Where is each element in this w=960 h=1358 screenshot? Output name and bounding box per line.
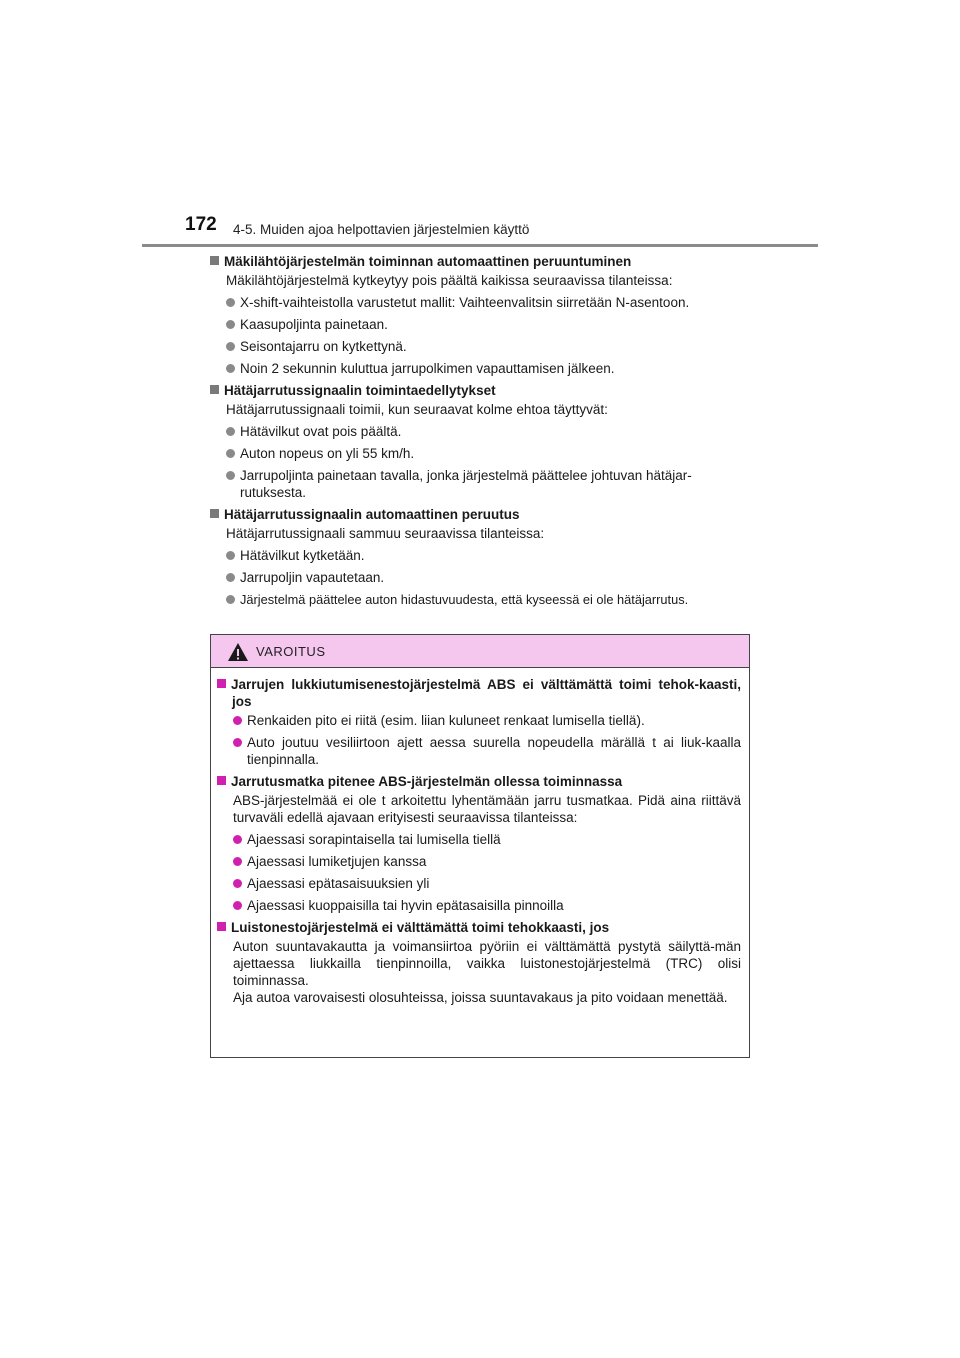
list-item: Auto joutuu vesiliirtoon ajett aessa suurella nopeudella märällä t ai liuk-kaalla tienpinnalla. [233, 734, 741, 768]
square-bullet-icon [217, 679, 226, 688]
square-bullet-icon [217, 776, 226, 785]
round-bullet-icon [226, 595, 235, 604]
list-item: Ajaessasi epätasaisuuksien yli [233, 875, 741, 892]
square-bullet-icon [217, 922, 226, 931]
page-header [185, 214, 825, 244]
section-heading: Mäkilähtöjärjestelmän toiminnan automaattinen peruuntuminen [210, 253, 755, 270]
section-intro: Mäkilähtöjärjestelmä kytkeytyy pois päältä kaikissa seuraavissa tilanteissa: [226, 273, 673, 288]
round-bullet-icon [233, 716, 242, 725]
round-bullet-icon [226, 471, 235, 480]
warning-heading: Jarrutusmatka pitenee ABS-järjestelmän ollessa toiminnassa [217, 773, 741, 790]
list-item: Seisontajarru on kytkettynä. [226, 338, 755, 355]
warning-heading: Jarrujen lukkiutumisenestojärjestelmä ABS ei välttämättä toimi tehok-kaasti, jos [217, 676, 741, 710]
round-bullet-icon [226, 427, 235, 436]
warning-header [211, 635, 749, 668]
round-bullet-icon [233, 835, 242, 844]
list-item: Ajaessasi kuoppaisilla tai hyvin epätasaisilla pinnoilla [233, 897, 741, 914]
warning-text: Auton suuntavakautta ja voimansiirtoa pyöriin ei välttämättä pystytä säilyttä-män ajettaessa liukkailla tienpinnoilla, vaikka luistonestojärjestelmä (TRC) olisi toiminnassa. [233, 939, 741, 988]
list-item: Ajaessasi sorapintaisella tai lumisella tiellä [233, 831, 741, 848]
square-bullet-icon [210, 256, 219, 265]
round-bullet-icon [233, 901, 242, 910]
round-bullet-icon [233, 738, 242, 747]
square-bullet-icon [210, 385, 219, 394]
round-bullet-icon [226, 551, 235, 560]
warning-triangle-icon [227, 642, 249, 662]
list-item: Hätävilkut kytketään. [226, 547, 755, 564]
list-item: X-shift-vaihteistolla varustetut mallit: Vaihteenvalitsin siirretään N-asentoon. [226, 294, 755, 311]
page-number: 172 [185, 214, 217, 235]
list-item: Auton nopeus on yli 55 km/h. [226, 445, 755, 462]
section-heading: Hätäjarrutussignaalin automaattinen peruutus [210, 506, 755, 523]
warning-box [210, 634, 750, 1058]
list-item: Jarrupoljinta painetaan tavalla, jonka järjestelmä päättelee johtuvan hätäjar-rutuksesta. [226, 467, 755, 501]
warning-text: ABS-järjestelmää ei ole t arkoitettu lyhentämään jarru tusmatkaa. Pidä aina riittävä turvaväli edellä ajavaan erityisesti seuraavissa tilanteissa: [233, 793, 741, 825]
round-bullet-icon [226, 320, 235, 329]
list-item: Järjestelmä päättelee auton hidastuvuudesta, että kyseessä ei ole hätäjarrutus. [226, 591, 755, 608]
round-bullet-icon [233, 857, 242, 866]
round-bullet-icon [233, 879, 242, 888]
list-item: Hätävilkut ovat pois päältä. [226, 423, 755, 440]
list-item: Kaasupoljinta painetaan. [226, 316, 755, 333]
round-bullet-icon [226, 342, 235, 351]
list-item: Noin 2 sekunnin kuluttua jarrupolkimen vapauttamisen jälkeen. [226, 360, 755, 377]
warning-title: VAROITUS [256, 644, 326, 659]
section-intro: Hätäjarrutussignaali toimii, kun seuraavat kolme ehtoa täyttyvät: [226, 402, 608, 417]
round-bullet-icon [226, 298, 235, 307]
section-heading: Hätäjarrutussignaalin toimintaedellytykset [210, 382, 755, 399]
header-rule [142, 244, 818, 247]
section-intro: Hätäjarrutussignaali sammuu seuraavissa tilanteissa: [226, 526, 545, 541]
round-bullet-icon [226, 364, 235, 373]
warning-text: Aja autoa varovaisesti olosuhteissa, joissa suuntavakaus ja pito voidaan menettää. [233, 990, 728, 1005]
main-content [210, 253, 755, 613]
warning-heading: Luistonestojärjestelmä ei välttämättä toimi tehokkaasti, jos [217, 919, 741, 936]
list-item: Renkaiden pito ei riitä (esim. liian kuluneet renkaat lumisella tiellä). [233, 712, 741, 729]
list-item: Jarrupoljin vapautetaan. [226, 569, 755, 586]
round-bullet-icon [226, 449, 235, 458]
list-item: Ajaessasi lumiketjujen kanssa [233, 853, 741, 870]
section-title: 4-5. Muiden ajoa helpottavien järjestelmien käyttö [233, 222, 530, 237]
warning-body [211, 668, 749, 1006]
round-bullet-icon [226, 573, 235, 582]
square-bullet-icon [210, 509, 219, 518]
